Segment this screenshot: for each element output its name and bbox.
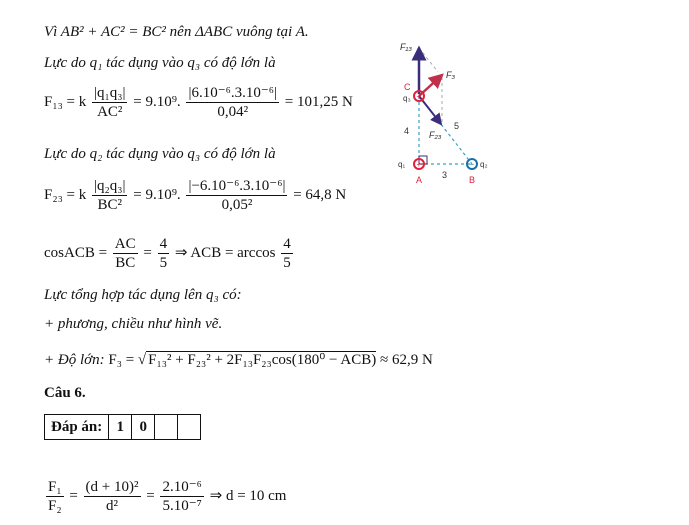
f23-numerator-values: |−6.10⁻⁶.3.10⁻⁶| — [188, 178, 286, 194]
text-force-q1-on-q3: Lực do q₁ tác dụng vào q₃ có độ lớn là — [44, 55, 276, 71]
sqrt-symbol: √ — [137, 352, 147, 368]
cos-equals: = — [143, 244, 152, 261]
ratio-charges — [160, 478, 203, 515]
label-side-bc: 5 — [454, 121, 460, 131]
label-side-ac: 4 — [404, 126, 410, 136]
plus-sign-icon: + — [416, 92, 422, 101]
label-f13: F₁₃ — [400, 42, 412, 52]
question-6-heading: Câu 6. — [44, 385, 86, 401]
f13-numerator-values: |6.10⁻⁶.3.10⁻⁶| — [188, 85, 277, 101]
label-q2: q₂ — [480, 160, 488, 169]
text-resultant-force: Lực tổng hợp tác dụng lên q₃ có: — [44, 287, 242, 303]
distance-result: ⇒ d = 10 cm — [209, 487, 287, 504]
answer-cell-empty — [155, 415, 178, 440]
f3-lhs: F₃ = — [108, 352, 135, 368]
text-direction: + phương, chiều như hình vẽ. — [44, 316, 223, 332]
f13-denominator: AC² — [97, 104, 123, 120]
label-c: C — [404, 82, 411, 92]
answer-table — [44, 414, 201, 440]
label-f23: F₂₃ — [429, 130, 442, 140]
ratio-distance — [84, 478, 141, 515]
f23-fraction — [92, 177, 127, 214]
label-q1: q₁ — [398, 160, 406, 169]
f13-lhs: F₁₃ = k — [44, 93, 87, 110]
label-f3: F₃ — [446, 70, 456, 80]
parallelogram-dash — [419, 48, 438, 72]
f3-radicand: F₁₃² + F₂₃² + 2F₁₃F₂₃cos(180⁰ − ACB) — [148, 352, 377, 368]
minus-sign-icon: − — [469, 160, 475, 169]
label-side-ab: 3 — [442, 170, 448, 180]
cos-denominator-5: 5 — [159, 255, 168, 271]
cos-fraction-arccos — [281, 235, 293, 272]
ratio-denominator-f2: F₂ — [48, 498, 62, 514]
equals: = — [69, 487, 78, 504]
f23-denominator-values: 0,05² — [221, 197, 253, 213]
cos-numerator-ac: AC — [114, 236, 136, 252]
f23-mid: = 9.10⁹. — [133, 186, 181, 203]
cos-fraction-ratio — [113, 235, 138, 272]
f23-lhs: F₂₃ = k — [44, 186, 87, 203]
answer-cell-empty — [178, 415, 201, 440]
f23-result: = 64,8 N — [293, 186, 347, 203]
formula-distance — [44, 478, 286, 515]
ratio-numerator-f1: F₁ — [48, 479, 62, 495]
answer-digit-1: 1 — [109, 415, 132, 440]
cos-fraction-value — [158, 235, 170, 272]
formula-f23 — [44, 177, 346, 214]
formula-f13 — [44, 84, 353, 121]
ratio-numerator-charge: 2.10⁻⁶ — [162, 479, 202, 495]
f3-result: ≈ 62,9 N — [379, 352, 433, 368]
f13-numerator: |q₁q₃| — [94, 85, 126, 101]
formula-cos-acb — [44, 235, 295, 272]
cos-lhs: cosACB = — [44, 244, 108, 261]
ratio-numerator-d-plus-10: (d + 10)² — [85, 479, 139, 495]
answer-digit-2: 0 — [132, 415, 155, 440]
f13-result: = 101,25 N — [284, 93, 353, 110]
magnitude-label: + Độ lớn: — [44, 352, 105, 368]
f13-mid: = 9.10⁹. — [133, 93, 181, 110]
cos-numerator-4: 4 — [159, 236, 168, 252]
ratio-f1-f2 — [46, 478, 64, 515]
f23-numerator: |q₂q₃| — [94, 178, 126, 194]
f23-fraction-values — [186, 177, 287, 214]
f23-denominator: BC² — [97, 197, 122, 213]
formula-f3-magnitude — [44, 350, 433, 369]
cos-denominator-bc: BC — [115, 255, 136, 271]
plus-sign-icon: + — [416, 160, 422, 169]
ratio-denominator-d: d² — [106, 498, 119, 514]
f13-fraction — [92, 84, 127, 121]
equals: = — [146, 487, 155, 504]
force-diagram — [388, 36, 508, 196]
label-a: A — [416, 175, 423, 185]
ratio-denominator-charge: 5.10⁻⁷ — [162, 498, 202, 514]
f13-denominator-values: 0,04² — [217, 104, 249, 120]
label-b: B — [469, 175, 476, 185]
label-q3: q₃ — [403, 94, 411, 103]
text-force-q2-on-q3: Lực do q₂ tác dụng vào q₃ có độ lớn là — [44, 146, 276, 162]
f13-fraction-values — [186, 84, 279, 121]
cos-arccos: ⇒ ACB = arccos — [174, 244, 276, 261]
answer-label: Đáp án: — [45, 415, 109, 440]
text-right-triangle: Vì AB² + AC² = BC² nên ΔABC vuông tại A. — [44, 24, 309, 40]
arccos-denominator: 5 — [283, 255, 291, 271]
arccos-numerator: 4 — [283, 236, 291, 252]
